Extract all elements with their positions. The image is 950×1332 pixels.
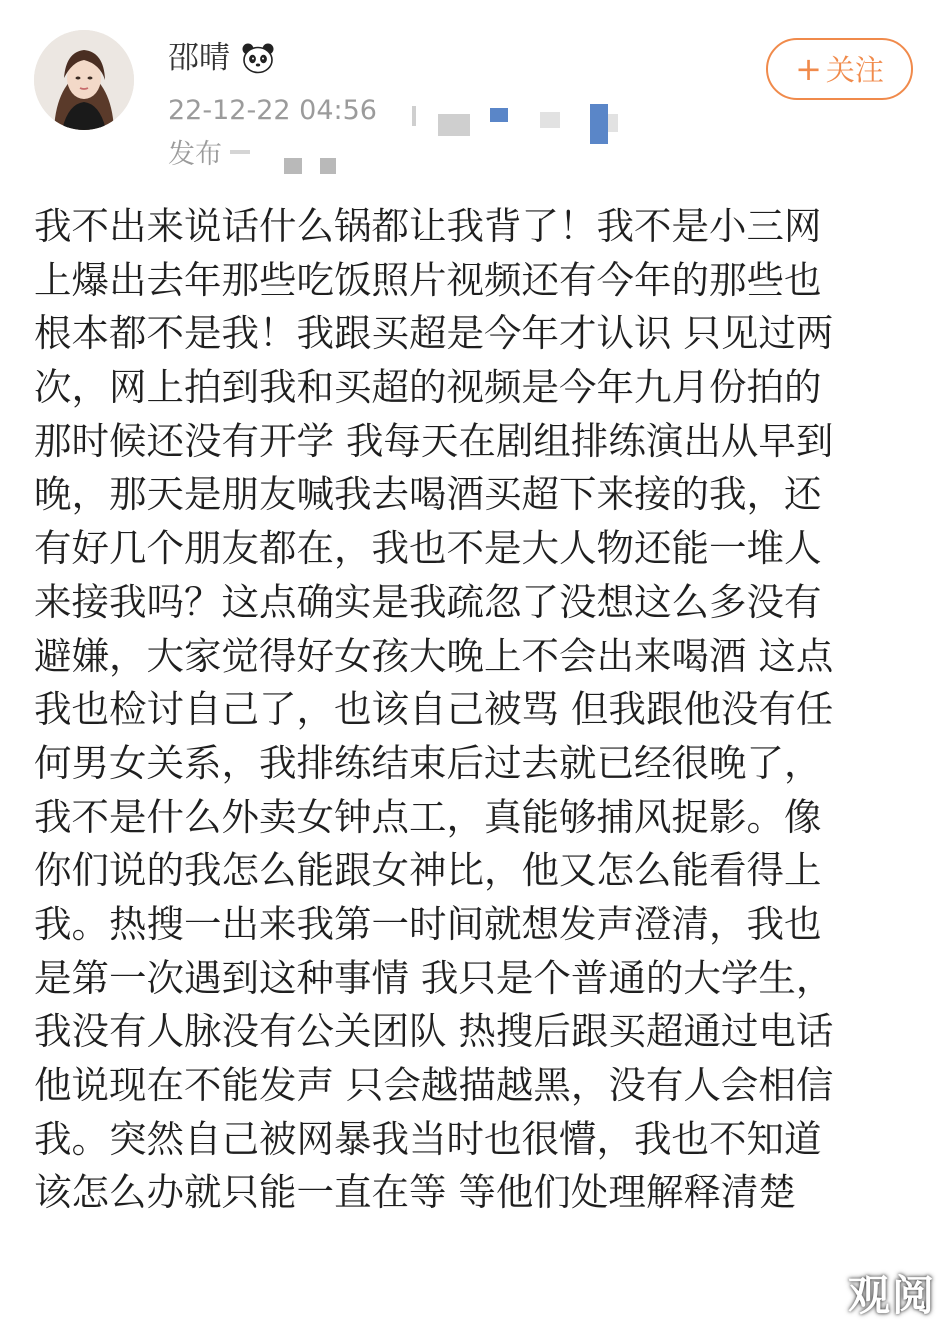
post-body-line: 避嫌，大家觉得好女孩大晚上不会出来喝酒 这点 xyxy=(34,633,834,678)
post-body-line: 来接我吗？这点确实是我疏忽了没想这么多没有 xyxy=(34,579,822,624)
post-body-line: 我不是什么外卖女钟点工，真能够捕风捉影。像 xyxy=(34,794,822,839)
user-avatar[interactable] xyxy=(34,30,134,130)
author-name[interactable]: 邵晴 xyxy=(168,40,230,76)
plus-icon: + xyxy=(795,50,822,88)
panda-icon xyxy=(240,42,276,74)
watermark: 观阅 xyxy=(847,1271,936,1320)
post-body-line: 我。突然自己被网暴我当时也很懵，我也不知道 xyxy=(34,1116,822,1161)
post-body-line: 我。热搜一出来我第一时间就想发声澄清，我也 xyxy=(34,901,822,946)
post-source: 发布 xyxy=(168,139,222,170)
post-body-line: 我也检讨自己了，也该自己被骂 但我跟他没有任 xyxy=(34,687,834,732)
follow-button[interactable] xyxy=(766,38,913,100)
redacted-mosaic-source xyxy=(228,140,348,180)
post-body-line: 那时候还没有开学 我每天在剧组排练演出从早到 xyxy=(34,418,834,463)
post-body-line: 我没有人脉没有公关团队 热搜后跟买超通过电话 xyxy=(34,1009,834,1054)
post-timestamp: 22-12-22 04:56 xyxy=(168,95,377,126)
follow-label: 关注 xyxy=(825,53,884,87)
post-body-line: 该怎么办就只能一直在等 等他们处理解释清楚 xyxy=(34,1170,796,1215)
post-body-line: 有好几个朋友都在，我也不是大人物还能一堆人 xyxy=(34,526,822,571)
post-body-line: 次，网上拍到我和买超的视频是今年九月份拍的 xyxy=(34,365,822,410)
post-body-line: 我不出来说话什么锅都让我背了！我不是小三网 xyxy=(34,204,822,248)
avatar-image xyxy=(34,30,134,130)
redacted-mosaic xyxy=(404,100,634,150)
post-body-line: 根本都不是我！我跟买超是今年才认识 只见过两 xyxy=(34,311,834,356)
post-body-line: 是第一次遇到这种事情 我只是个普通的大学生， xyxy=(34,955,834,1000)
post-body-line: 晚，那天是朋友喊我去喝酒买超下来接的我，还 xyxy=(34,472,822,517)
author-name-row xyxy=(168,38,276,78)
post-body-line: 何男女关系，我排练结束后过去就已经很晚了， xyxy=(34,740,822,785)
post-body-line: 上爆出去年那些吃饭照片视频还有今年的那些也 xyxy=(34,257,822,302)
post-body-line: 你们说的我怎么能跟女神比，他又怎么能看得上 xyxy=(34,848,822,893)
post-body-line: 他说现在不能发声 只会越描越黑，没有人会相信 xyxy=(34,1063,834,1107)
post-body xyxy=(34,200,924,1220)
